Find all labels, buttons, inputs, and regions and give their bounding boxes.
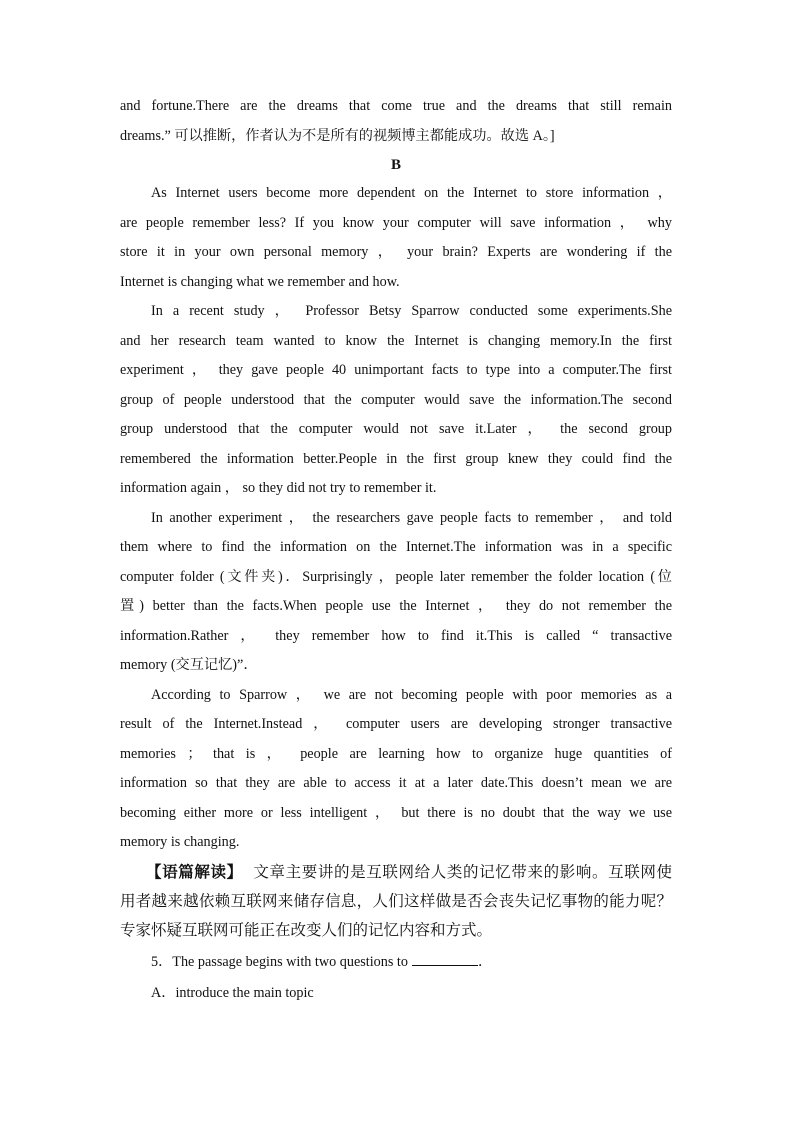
text-line: dreams.” 可以推断，作者认为不是所有的视频博主都能成功。故选 A。]: [120, 127, 555, 144]
text-line: According to Sparrow ， we are not becoming people with poor memories as a: [151, 686, 672, 703]
text-line: becoming either more or less intelligent ， but there is no doubt that the way we use: [120, 804, 672, 821]
text-line: Internet is changing what we remember and how.: [120, 273, 400, 290]
text-line: store it in your own personal memory ， your brain? Experts are wondering if the: [120, 244, 672, 260]
text-line: remembered the information better.People in the first group knew they could find the: [120, 450, 672, 467]
text-line: and fortune.There are the dreams that come true and the dreams that still remain: [120, 98, 672, 114]
text-line: 置) better than the facts.When people use the Internet ， they do not remember the: [120, 598, 672, 614]
text-line: are people remember less? If you know your computer will save information ， why: [120, 214, 672, 231]
text-line: In another experiment ， the researchers gave people facts to remember ， and told: [151, 509, 672, 526]
analysis-tag: 【语篇解读】: [146, 863, 243, 881]
text-line: experiment ， they gave people 40 unimportant facts to type into a computer.The first: [120, 362, 672, 378]
analysis-line: 专家怀疑互联网可能正在改变人们的记忆内容和方式。: [120, 921, 493, 939]
text-line: information so that they are able to access it at a later date.This doesn’t mean we are: [120, 775, 672, 791]
document-content: [120, 92, 672, 1009]
text-line: information.Rather ， they remember how to find it.This is called “ transactive: [120, 627, 672, 644]
question-stem-text: The passage begins with two questions to: [172, 953, 408, 970]
text-line: In a recent study ， Professor Betsy Sparrow conducted some experiments.She: [151, 303, 672, 319]
paragraph: [120, 179, 672, 297]
section-heading: B: [390, 157, 401, 173]
text-line: As Internet users become more dependent on the Internet to store information ，: [151, 185, 672, 201]
text-line: result of the Internet.Instead ， computer users are developing stronger transactive: [120, 716, 672, 732]
analysis-line: [120, 858, 672, 887]
question-stem-end: ．: [477, 953, 493, 970]
question-stem: [120, 947, 672, 978]
text-line: group understood that the computer would not save it.Later ， the second group: [120, 421, 672, 437]
text-line: computer folder (文件夹)．Surprisingly ，people later remember the folder location (位: [120, 568, 672, 585]
question-5: [120, 947, 672, 1009]
option-a[interactable]: [120, 978, 672, 1009]
option-text: introduce the main topic: [175, 984, 314, 1001]
discourse-analysis: [120, 858, 672, 945]
text-line: memory is changing.: [120, 834, 240, 850]
paragraph: [120, 681, 672, 858]
text-line: memories ； that is ， people are learning how to organize huge quantities of: [120, 745, 672, 762]
option-letter: A．: [151, 984, 176, 1001]
answer-blank[interactable]: [412, 953, 478, 966]
text-line: group of people understood that the computer would save the information.The second: [120, 391, 672, 408]
text-line: and her research team wanted to know the Internet is changing memory.In the first: [120, 332, 672, 349]
passage-a-tail: [120, 92, 672, 151]
text-line: information again ， so they did not try to remember it.: [120, 480, 437, 496]
analysis-text: 文章主要讲的是互联网给人类的记忆带来的影响。互联网使: [252, 863, 672, 881]
paragraph: [120, 297, 672, 504]
analysis-line: 用者越来越依赖互联网来储存信息，人们这样做是否会丧失记忆事物的能力呢？: [120, 892, 672, 910]
text-line: them where to find the information on the Internet.The information was in a specific: [120, 539, 672, 555]
paragraph: [120, 504, 672, 681]
text-line: memory (交互记忆)”．: [120, 657, 258, 673]
question-number: 5．: [151, 953, 173, 970]
